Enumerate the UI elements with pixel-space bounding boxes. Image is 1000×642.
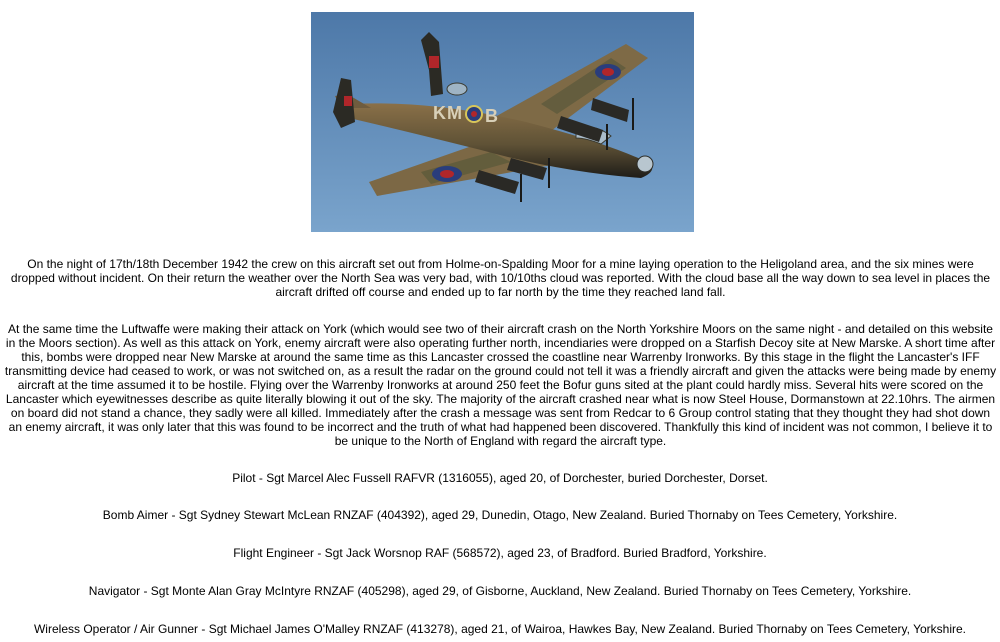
crew-bomb-aimer: Bomb Aimer - Sgt Sydney Stewart McLean RNZAF (404392), aged 29, Dunedin, Otago, New Zealand. Buried Thornaby on Tees Cemetery, Yorkshire. <box>102 508 898 522</box>
crew-flight-engineer: Flight Engineer - Sgt Jack Worsnop RAF (568572), aged 23, of Bradford. Buried Bradford, Yorkshire. <box>233 546 767 560</box>
crew-navigator: Navigator - Sgt Monte Alan Gray McIntyre RNZAF (405298), aged 29, of Gisborne, Auckland, New Zealand. Buried Thornaby on Tees Cemetery, Yorkshire. <box>88 584 912 598</box>
crew-wireless-operator: Wireless Operator / Air Gunner - Sgt Michael James O'Malley RNZAF (413278), aged 21, of Wairoa, Hawkes Bay, New Zealand. Buried Thornaby on Tees Cemetery, Yorkshire. <box>33 622 967 636</box>
svg-text:M: M <box>447 103 462 123</box>
lancaster-photo <box>311 12 694 232</box>
intro-paragraph: On the night of 17th/18th December 1942 the crew on this aircraft set out from Holme-on-Spalding Moor for a mine laying operation to the Heligoland area, and the six mines were dropped without incident. On their return the weather over the North Sea was very bad, with 10/10ths cloud was reported. With the cloud base all the way down to sea level in places the aircraft drifted off course and ended up to far north by the time they reached land fall. <box>10 257 991 299</box>
svg-text:B: B <box>485 106 498 126</box>
lancaster-illustration <box>311 12 694 232</box>
story-paragraph: At the same time the Luftwaffe were making their attack on York (which would see two of their aircraft crash on the North Yorkshire Moors on the same night - and detailed on this website in the Moors section). As well as this attack on York, enemy aircraft were also operating further north, incendiaries were dropped on a Starfish Decoy site at New Marske. A short time after this, bombs were dropped near New Marske at around the same time as this Lancaster crossed the coastline near Warrenby Ironworks. By this stage in the flight the Lancaster's IFF transmitting device had ceased to work, or was not switched on, as a result the radar on the ground could not tell it was a friendly aircraft and given the attacks were being made by enemy aircraft at the time assumed it to be hostile. Flying over the Warrenby Ironworks at around 250 feet the Bofur guns sited at the plant could hardly miss. Several hits were scored on the Lancaster which eyewitnesses describe as quite literally blowing it out of the sky. The majority of the aircraft crashed near what is now Steel House, Dormanstown at 22.10hrs. The airmen on board did not stand a chance, they sadly were all killed. Immediately after the crash a message was sent from Redcar to 6 Group control stating that they thought they had shot down an enemy aircraft, it was only later that this was found to be incorrect and the truth of what had happened been discovered. Thankfully this kind of incident was not common, I believe it to be unique to the North of England with regard the aircraft type. <box>4 322 997 448</box>
crew-pilot: Pilot - Sgt Marcel Alec Fussell RAFVR (1316055), aged 20, of Dorchester, buried Dorchester, Dorset. <box>232 471 768 485</box>
svg-text:K: K <box>433 103 446 123</box>
